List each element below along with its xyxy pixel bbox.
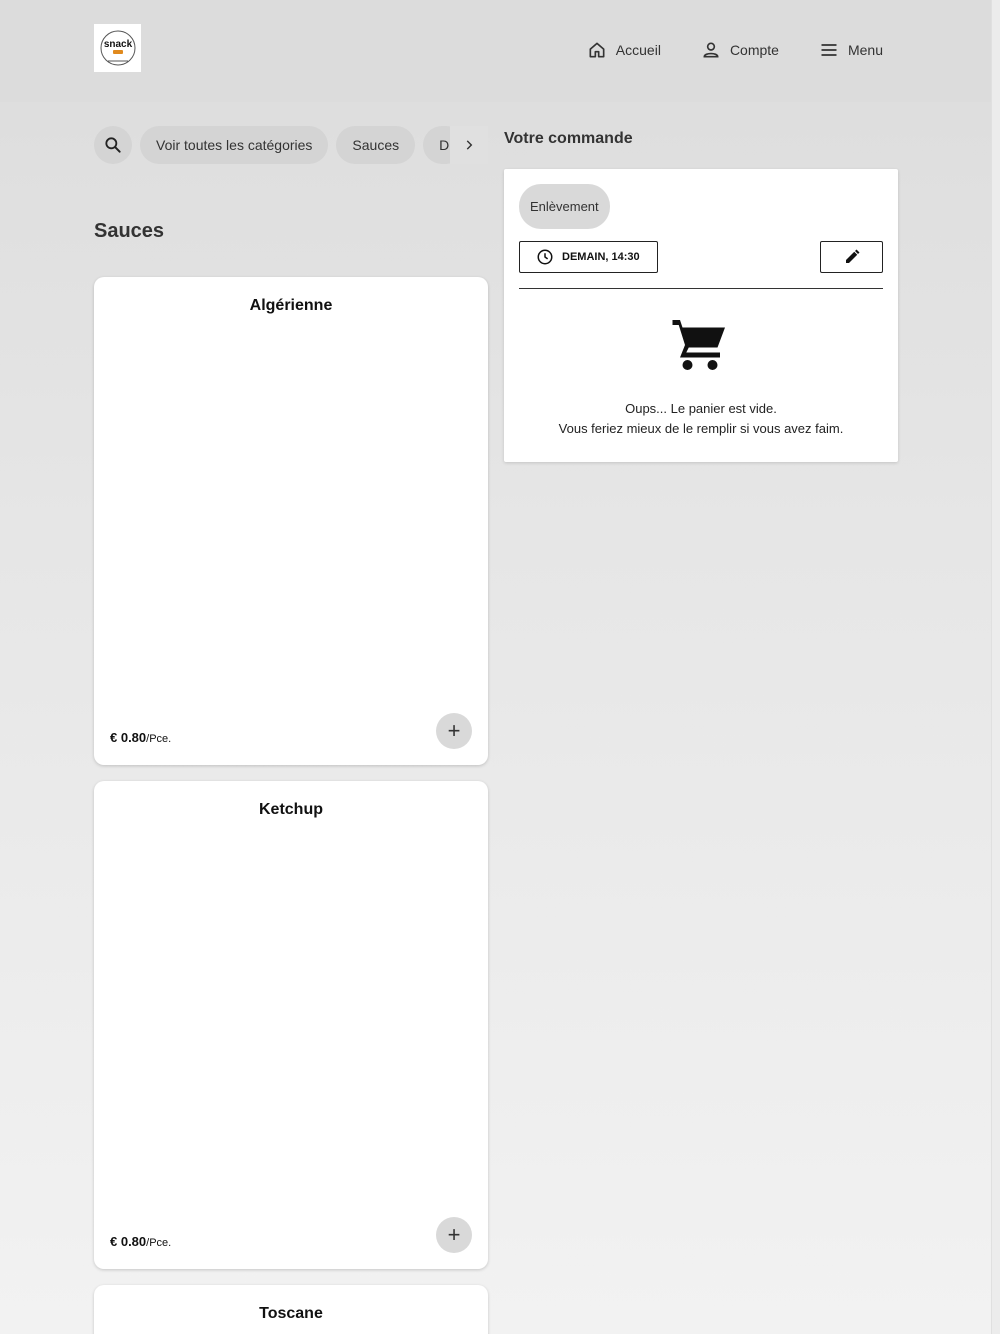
- nav-compte-label: Compte: [729, 42, 779, 58]
- logo[interactable]: [94, 24, 141, 72]
- svg-text:snack: snack: [103, 39, 132, 50]
- product-card[interactable]: [94, 277, 488, 765]
- price-value: € 0.80: [110, 730, 147, 745]
- cart-icon: [670, 315, 730, 375]
- category-chip-all[interactable]: Voir toutes les catégories: [140, 126, 328, 164]
- main-nav: [587, 40, 883, 60]
- home-icon: [587, 40, 607, 60]
- section-title: Sauces: [94, 220, 165, 242]
- nav-accueil[interactable]: [587, 40, 661, 60]
- empty-cart-hint: Vous feriez mieux de le remplir si vous avez faim.: [558, 421, 844, 436]
- nav-menu-label: Menu: [847, 42, 883, 58]
- user-icon: [701, 40, 721, 60]
- category-scroll-right[interactable]: [450, 126, 488, 164]
- pickup-time-button[interactable]: [519, 241, 658, 273]
- pencil-icon: [843, 248, 861, 266]
- product-name: Ketchup: [259, 801, 323, 818]
- category-bar: [94, 126, 488, 164]
- pickup-time-label: DEMAIN, 14:30: [562, 251, 640, 263]
- product-card[interactable]: [94, 781, 488, 1269]
- search-icon: [103, 135, 123, 155]
- logo-image: [98, 28, 138, 68]
- edit-order-button[interactable]: [820, 241, 883, 273]
- order-title: Votre commande: [504, 130, 633, 147]
- chevron-right-icon: [462, 138, 476, 152]
- product-price: [110, 730, 171, 745]
- add-to-cart-button[interactable]: +: [436, 713, 472, 749]
- hamburger-icon: [819, 40, 839, 60]
- price-value: € 0.80: [110, 1234, 147, 1249]
- add-to-cart-button[interactable]: +: [436, 1217, 472, 1253]
- order-panel: [504, 169, 898, 462]
- category-chip-next[interactable]: D: [423, 126, 465, 164]
- divider: [519, 288, 883, 289]
- product-card[interactable]: [94, 1285, 488, 1334]
- nav-menu[interactable]: [819, 40, 883, 60]
- clock-icon: [536, 248, 554, 266]
- page-scrollbar[interactable]: [991, 0, 1000, 1334]
- price-unit: /Pce.: [146, 733, 172, 745]
- pickup-mode-chip[interactable]: Enlèvement: [519, 184, 610, 229]
- category-chip-sauces[interactable]: Sauces: [336, 126, 415, 164]
- product-name: Toscane: [259, 1305, 323, 1322]
- nav-accueil-label: Accueil: [615, 42, 661, 58]
- empty-cart-message: Oups... Le panier est vide.: [625, 401, 777, 416]
- product-name: Algérienne: [249, 297, 333, 314]
- price-unit: /Pce.: [146, 1237, 172, 1249]
- top-header: [0, 0, 1000, 102]
- category-search-button[interactable]: [94, 126, 132, 164]
- nav-compte[interactable]: [701, 40, 779, 60]
- product-price: [110, 1234, 171, 1249]
